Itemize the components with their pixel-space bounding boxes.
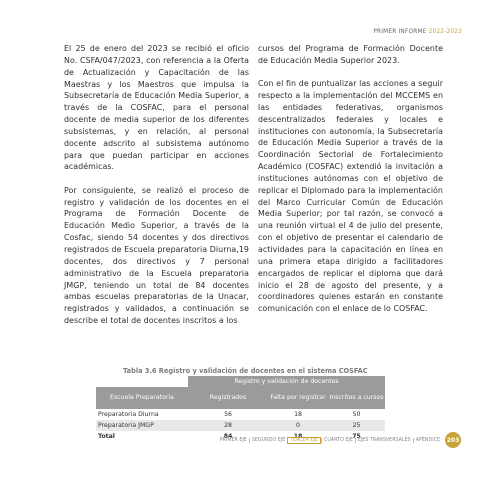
left-column xyxy=(64,43,249,327)
left-paragraph-2: Por consiguiente, se realizó el proceso de registro y validación de los docentes en el Programa de Formación Docente de Educación Medio Superior, a través de la Cosfac, siendo 54 docentes y dos directivos registrados de Escuela preparatoria Diurna,19 docentes, dos directivos y 7 personal administrativo de la Escuela preparatoria JMGP, teniendo un total de 84 docentes ambas escuelas preparatorias de la Unacar, registrados y validados, a continuación se describe el total de docentes inscritos a los xyxy=(64,185,249,326)
row-registered: 28 xyxy=(188,420,268,431)
column-header-enrolled: Inscritos a cursos xyxy=(328,387,385,409)
report-year: 2022-2023 xyxy=(428,29,462,35)
left-paragraph-1: El 25 de enero del 2023 se recibió el oficio No. CSFA/047/2023, con referencia a la Oferta de Actualización y Capacitación de las Maestras y los Maestros que impulsa la Subsecretaría de Educación Media Superior, a través de la COSFAC, para el personal docente de media superior de los diferentes subsistemas, y en relación, al personal docente adscrito al subsistema autónomo para que puedan participar en acciones académicas. xyxy=(64,44,249,172)
table-row xyxy=(96,409,385,420)
row-pending: 0 xyxy=(268,420,328,431)
column-header-registered: Registrados xyxy=(188,387,268,409)
right-paragraph-2: Con el fin de puntualizar las acciones a seguir respecto a la implementación del MCCEMS en las entidades federativas, organismos descentralizados federales y locales e instituciones con autonomía, la Subsecretaría de Educación Media Superior a través de la Coordinación Sectorial de Fortalecimiento Académico (COSFAC) extendió la invitación a instituciones autónomas con el objetivo de replicar el Diplomado para la implementación del Marco Curricular Común de Educación Media Superior; por tal razón, se convocó a una reunión virtual el 4 de julio del presente, con el objetivo de presentar el calendario de actividades para la capacitación en línea en una primera etapa dirigido a facilitadores encargados de replicar el diploma que dará inicio el 28 de agosto del presente, y a coordinadores quienes estarán en constante comunicación con el enlace de lo COSFAC. xyxy=(258,79,443,314)
row-registered: 56 xyxy=(224,411,232,418)
table-container xyxy=(96,366,385,442)
right-column xyxy=(258,43,443,315)
nav-item-cuarto-eje[interactable]: CUARTO EJE xyxy=(321,438,355,443)
row-school: Preparatoria Diurna xyxy=(98,411,159,418)
row-school: Preparatoria JMGP xyxy=(96,420,188,431)
cosfac-table xyxy=(96,376,385,442)
nav-item-apendice[interactable]: APÉNDICE xyxy=(413,438,442,443)
column-header-school: Escuela Preparatoria xyxy=(96,387,188,409)
nav-item-tercer-eje[interactable]: TERCER EJE xyxy=(287,437,321,444)
table-group-header: Registro y validación de docentes xyxy=(188,376,385,387)
page-number-badge: 203 xyxy=(445,432,461,448)
page-header xyxy=(373,29,462,35)
nav-item-segundo-eje[interactable]: SEGUNDO EJE xyxy=(249,438,287,443)
nav-item-primer-eje[interactable]: PRIMER EJE xyxy=(219,438,247,443)
nav-item-ejes-transversales[interactable]: EJES TRANSVERSALES xyxy=(355,438,413,443)
section-nav xyxy=(218,437,442,444)
row-enrolled: 75 xyxy=(352,433,361,440)
row-enrolled: 25 xyxy=(328,420,385,431)
row-enrolled: 50 xyxy=(352,411,361,418)
row-registered: 84 xyxy=(223,433,233,440)
row-pending: 18 xyxy=(293,433,303,440)
table-caption: Tabla 3.6 Registro y validación de docentes en el sistema COSFAC xyxy=(123,367,368,375)
column-header-pending: Falta por registrar xyxy=(268,387,328,409)
table-header-empty xyxy=(96,376,188,387)
right-paragraph-1: cursos del Programa de Formación Docente de Educación Media Superior 2023. xyxy=(258,44,443,65)
row-school: Total xyxy=(98,433,115,440)
report-title: PRIMER INFORME xyxy=(373,29,427,35)
table-row xyxy=(96,420,385,431)
row-pending: 18 xyxy=(294,411,302,418)
